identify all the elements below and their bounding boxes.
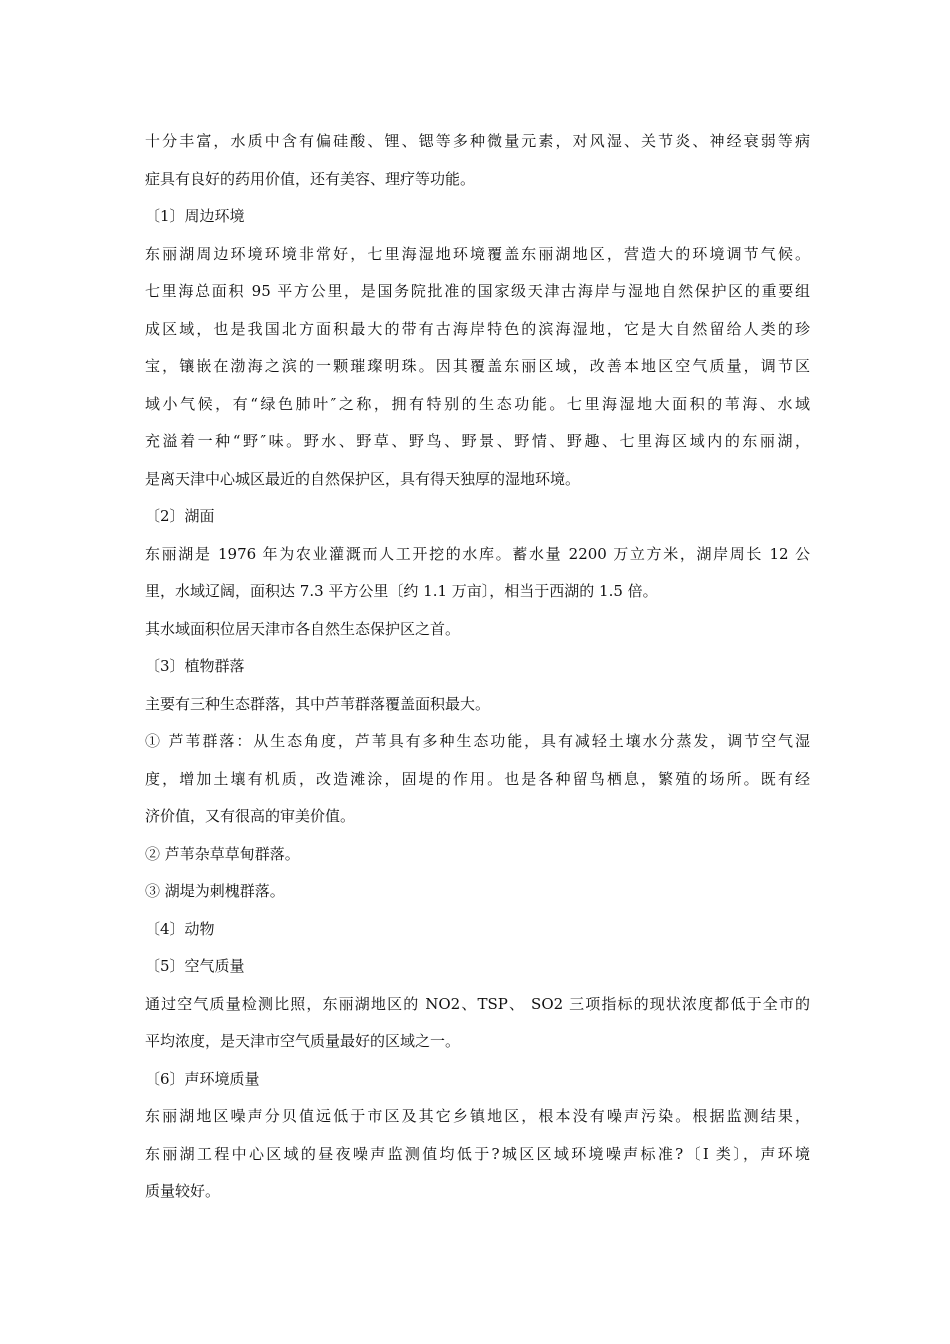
text-line: 质量较好。 [145,1182,221,1200]
text-line: 宝，镶嵌在渤海之滨的一颗璀璨明珠。因其覆盖东丽区域，改善本地区空气质量，调节区 [145,357,810,375]
text-line: 七里海总面积 95 平方公里，是国务院批准的国家级天津古海岸与湿地自然保护区的重要组 [145,282,810,300]
text-line: 济价值，又有很高的审美价值。 [145,807,356,825]
text-line: 成区域，也是我国北方面积最大的带有古海岸特色的滨海湿地，它是大自然留给人类的珍 [145,319,810,338]
text-line: 〔3〕植物群落 [145,657,245,675]
text-line: 里，水域辽阔，面积达 7.3 平方公里〔约 1.1 万亩〕，相当于西湖的 1.5 倍。 [145,582,658,600]
text-line: 是离天津中心城区最近的自然保护区，具有得天独厚的湿地环境。 [145,469,581,488]
text-line: 其水域面积位居天津市各自然生态保护区之首。 [145,619,461,638]
text-line: 症具有良好的药用价值，还有美容、理疗等功能。 [145,169,476,188]
text-line: 〔2〕湖面 [145,507,215,525]
text-line: 主要有三种生态群落，其中芦苇群落覆盖面积最大。 [145,694,491,713]
text-line: 十分丰富，水质中含有偏硅酸、锂、锶等多种微量元素，对风湿、关节炎、神经衰弱等病 [145,132,810,150]
text-line: 东丽湖周边环境环境非常好，七里海湿地环境覆盖东丽湖地区，营造大的环境调节气候。 [145,244,810,263]
text-line: 充溢着一种“野″味。野水、野草、野鸟、野景、野情、野趣、七里海区域内的东丽湖， [145,432,810,450]
text-line: 通过空气质量检测比照，东丽湖地区的 NO2、TSP、 SO2 三项指标的现状浓度都低于全市的 [145,994,810,1013]
text-line: 〔6〕声环境质量 [145,1069,260,1088]
document-page [145,123,810,1211]
text-line: 度，增加土壤有机质，改造滩涂，固堤的作用。也是各种留鸟栖息，繁殖的场所。既有经 [145,769,810,788]
text-line: 域小气候，有“绿色肺叶″之称，拥有特别的生态功能。七里海湿地大面积的苇海、水域 [145,394,810,413]
text-line: 平均浓度，是天津市空气质量最好的区域之一。 [145,1032,461,1050]
text-line: ① 芦苇群落：从生态角度，芦苇具有多种生态功能，具有减轻土壤水分蒸发，调节空气湿 [145,732,810,750]
text-line: ② 芦苇杂草草甸群落。 [145,844,300,863]
text-line: 〔1〕周边环境 [145,207,245,225]
text-line: 〔5〕空气质量 [145,957,245,975]
text-line: ③ 湖堤为刺槐群落。 [145,882,285,900]
text-line: 东丽湖是 1976 年为农业灌溉而人工开挖的水库。蓄水量 2200 万立方米，湖岸周长 12 公 [145,544,810,563]
text-line: 〔4〕动物 [145,919,215,938]
text-line: 东丽湖地区噪声分贝值远低于市区及其它乡镇地区，根本没有噪声污染。根据监测结果， [145,1107,810,1125]
text-line: 东丽湖工程中心区域的昼夜噪声监测值均低于?城区区域环境噪声标准?〔I 类〕，声环境 [145,1144,810,1163]
